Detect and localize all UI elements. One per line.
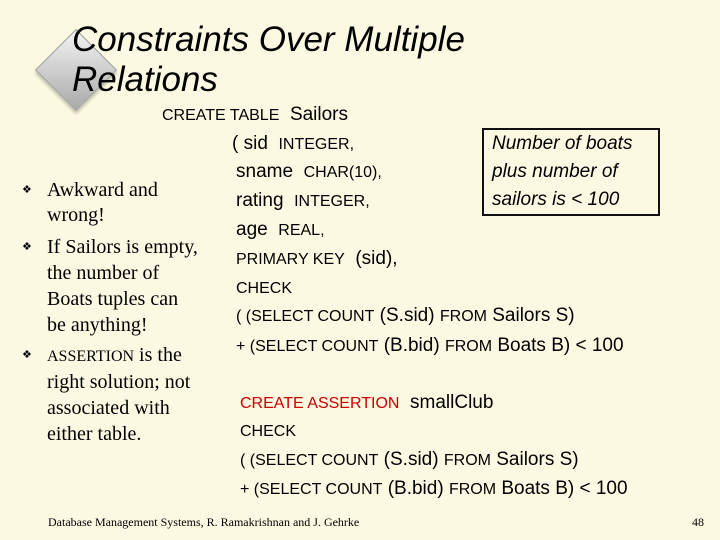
column-sid-type: INTEGER, (278, 136, 355, 153)
primary-key-keyword: PRIMARY KEY (236, 251, 345, 268)
select-count-arg: (S.sid) (379, 305, 435, 326)
note-line-3: sailors is < 100 (492, 189, 620, 210)
bullet-3-line-3: associated with (47, 397, 170, 419)
create-table-line (162, 104, 348, 127)
select-count-arg: (S.sid) (383, 449, 439, 470)
column-age-type: REAL, (278, 222, 325, 239)
assertion-check-keyword: CHECK (240, 423, 297, 440)
from-kw: FROM (448, 481, 497, 498)
table-name: Sailors (289, 104, 349, 125)
bullet-3-line-2: right solution; not (47, 371, 191, 393)
select-count-kw: + (SELECT COUNT (236, 338, 379, 355)
column-sid (232, 133, 354, 156)
from-table: Boats B) < 100 (501, 478, 628, 499)
from-table: Sailors S) (492, 305, 575, 326)
select-count-sailors (236, 305, 575, 328)
select-count-kw: ( (SELECT COUNT (236, 308, 375, 325)
bullet-1-line-2: wrong! (47, 204, 105, 226)
create-assertion-keyword: CREATE ASSERTION (240, 395, 400, 412)
from-kw: FROM (443, 452, 491, 469)
column-age (236, 219, 325, 242)
diamond-bullet-icon: ❖ (22, 349, 32, 361)
select-count-boats (236, 335, 624, 358)
bullet-2-line-3: Boats tuples can (47, 288, 179, 310)
assertion-keyword: ASSERTION (47, 348, 135, 365)
diamond-bullet-icon: ❖ (22, 241, 32, 253)
from-kw: FROM (444, 338, 493, 355)
note-line-1: Number of boats (492, 133, 633, 154)
bullet-2-line-1: If Sailors is empty, (47, 236, 198, 258)
bullet-3-line-4: either table. (47, 423, 142, 445)
slide-title: Constraints Over Multiple Relations (72, 20, 465, 99)
column-rating-type: INTEGER, (294, 193, 370, 210)
assertion-select-boats (240, 478, 628, 501)
column-rating (236, 190, 370, 213)
check-keyword: CHECK (236, 280, 293, 297)
column-rating-name: rating (236, 190, 284, 211)
column-sname-type: CHAR(10), (303, 164, 382, 181)
bullet-2-line-4: be anything! (47, 314, 148, 336)
footer-citation: Database Management Systems, R. Ramakrishnan and J. Gehrke (48, 515, 360, 529)
select-count-arg: (B.bid) (387, 478, 444, 499)
bullet-3-line-1 (47, 343, 182, 369)
bullet-3-text: is the (139, 344, 182, 366)
from-table: Boats B) < 100 (497, 335, 624, 356)
column-sname (236, 161, 382, 184)
primary-key-columns: (sid), (355, 248, 398, 269)
select-count-kw: ( (SELECT COUNT (240, 452, 379, 469)
page-number: 48 (692, 515, 704, 529)
assertion-select-sailors (240, 449, 579, 472)
note-line-2: plus number of (492, 161, 618, 182)
column-age-name: age (236, 219, 268, 240)
from-kw: FROM (439, 308, 487, 325)
diamond-bullet-icon: ❖ (22, 184, 32, 196)
column-sid-name: ( sid (232, 133, 268, 154)
select-count-kw: + (SELECT COUNT (240, 481, 383, 498)
create-table-keyword: CREATE TABLE (162, 107, 280, 124)
bullet-2-line-2: the number of (47, 262, 160, 284)
column-sname-name: sname (236, 161, 294, 182)
create-assertion-line (240, 392, 493, 415)
assertion-name: smallClub (410, 392, 494, 413)
bullet-1-line-1: Awkward and (47, 179, 158, 201)
from-table: Sailors S) (496, 449, 579, 470)
primary-key-line (236, 248, 398, 271)
select-count-arg: (B.bid) (383, 335, 440, 356)
